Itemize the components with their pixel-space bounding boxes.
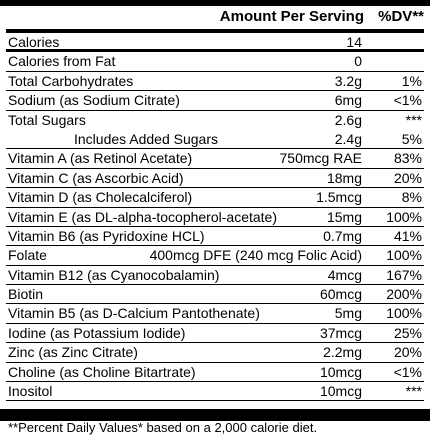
nutrient-amount: 2.6g [334, 111, 362, 128]
nutrient-label: Iodine (as Potassium Iodide) [8, 324, 186, 341]
nutrient-label: Total Sugars [8, 111, 86, 128]
nutrient-daily-value: 83% [393, 150, 422, 167]
nutrient-row [6, 52, 424, 71]
nutrient-amount: 5mg [334, 305, 362, 322]
nutrient-table [6, 33, 424, 401]
nutrient-row [6, 266, 424, 285]
amount-per-serving-heading: Amount Per Serving [219, 8, 364, 25]
nutrient-daily-value: 20% [393, 344, 422, 361]
nutrient-amount: 1.5mcg [316, 189, 362, 206]
nutrient-row [6, 246, 424, 265]
nutrient-daily-value: 8% [401, 189, 422, 206]
nutrient-row [6, 91, 424, 110]
nutrient-label: Folate [8, 247, 47, 264]
nutrient-label: Vitamin B6 (as Pyridoxine HCL) [8, 227, 205, 244]
nutrient-label: Vitamin C (as Ascorbic Acid) [8, 169, 184, 186]
nutrient-daily-value: <1% [393, 363, 422, 380]
nutrient-daily-value: 100% [386, 247, 422, 264]
nutrient-row [6, 304, 424, 323]
nutrient-amount: 750mcg RAE [279, 150, 362, 167]
nutrient-amount: 4mcg [327, 266, 362, 283]
nutrient-row [6, 285, 424, 304]
nutrient-label: Vitamin A (as Retinol Acetate) [8, 150, 193, 167]
nutrient-row [6, 363, 424, 382]
daily-value-heading: %DV** [378, 8, 424, 25]
nutrient-daily-value: 100% [386, 208, 422, 225]
nutrient-amount: 0.7mg [323, 227, 362, 244]
nutrient-label: Biotin [8, 286, 44, 303]
nutrient-daily-value: 1% [401, 72, 422, 89]
nutrient-amount: 18mg [326, 169, 362, 186]
nutrient-daily-value: 25% [393, 324, 422, 341]
nutrient-amount: 15mg [326, 208, 362, 225]
nutrient-label: Vitamin D (as Cholecalciferol) [8, 189, 193, 206]
nutrient-row [6, 33, 424, 52]
nutrient-amount: 0 [354, 53, 362, 70]
nutrient-label: Vitamin B5 (as D-Calcium Pantothenate) [8, 305, 260, 322]
nutrient-daily-value: <1% [393, 92, 422, 109]
nutrient-amount: 3.2g [334, 72, 362, 89]
header-row [0, 6, 430, 29]
nutrient-daily-value: 100% [386, 305, 422, 322]
nutrient-amount: 10mcg [319, 363, 362, 380]
nutrient-row [6, 169, 424, 188]
nutrient-daily-value: *** [405, 383, 422, 400]
nutrient-row [6, 149, 424, 168]
nutrient-amount: 6mg [334, 92, 362, 109]
nutrient-row [6, 208, 424, 227]
nutrient-sub-label: Includes Added Sugars [74, 130, 218, 147]
footnote: **Percent Daily Values* based on a 2,000 calorie diet. [8, 420, 318, 435]
nutrient-amount: 10mcg [319, 383, 362, 400]
nutrient-sub-amount: 2.4g [334, 130, 362, 147]
nutrient-label: Calories [8, 34, 60, 50]
nutrient-daily-value: 41% [393, 227, 422, 244]
nutrient-label: Choline (as Choline Bitartrate) [8, 363, 196, 380]
nutrient-daily-value: 20% [393, 169, 422, 186]
nutrient-daily-value: *** [405, 111, 422, 128]
nutrient-row [6, 382, 424, 401]
nutrient-label: Vitamin E (as DL-alpha-tocopherol-acetate) [8, 208, 277, 225]
nutrient-amount: 400mcg DFE (240 mcg Folic Acid) [149, 247, 362, 264]
nutrient-label: Sodium (as Sodium Citrate) [8, 92, 180, 109]
nutrient-label: Calories from Fat [8, 53, 116, 70]
nutrient-row [6, 343, 424, 362]
nutrient-amount: 37mcg [319, 324, 362, 341]
nutrient-label: Inositol [8, 383, 53, 400]
nutrient-amount: 2.2mg [323, 344, 362, 361]
nutrient-row [6, 72, 424, 91]
nutrient-label: Vitamin B12 (as Cyanocobalamin) [8, 266, 220, 283]
nutrient-amount: 60mcg [319, 286, 362, 303]
nutrient-daily-value: 200% [386, 286, 422, 303]
nutrient-amount: 14 [346, 34, 362, 50]
nutrient-sub-daily-value: 5% [401, 130, 422, 147]
nutrient-row [6, 227, 424, 246]
nutrient-label: Zinc (as Zinc Citrate) [8, 344, 138, 361]
nutrient-row [6, 324, 424, 343]
nutrient-daily-value: 167% [386, 266, 422, 283]
nutrient-label: Total Carbohydrates [8, 72, 134, 89]
nutrient-row [6, 111, 424, 150]
nutrient-row [6, 188, 424, 207]
